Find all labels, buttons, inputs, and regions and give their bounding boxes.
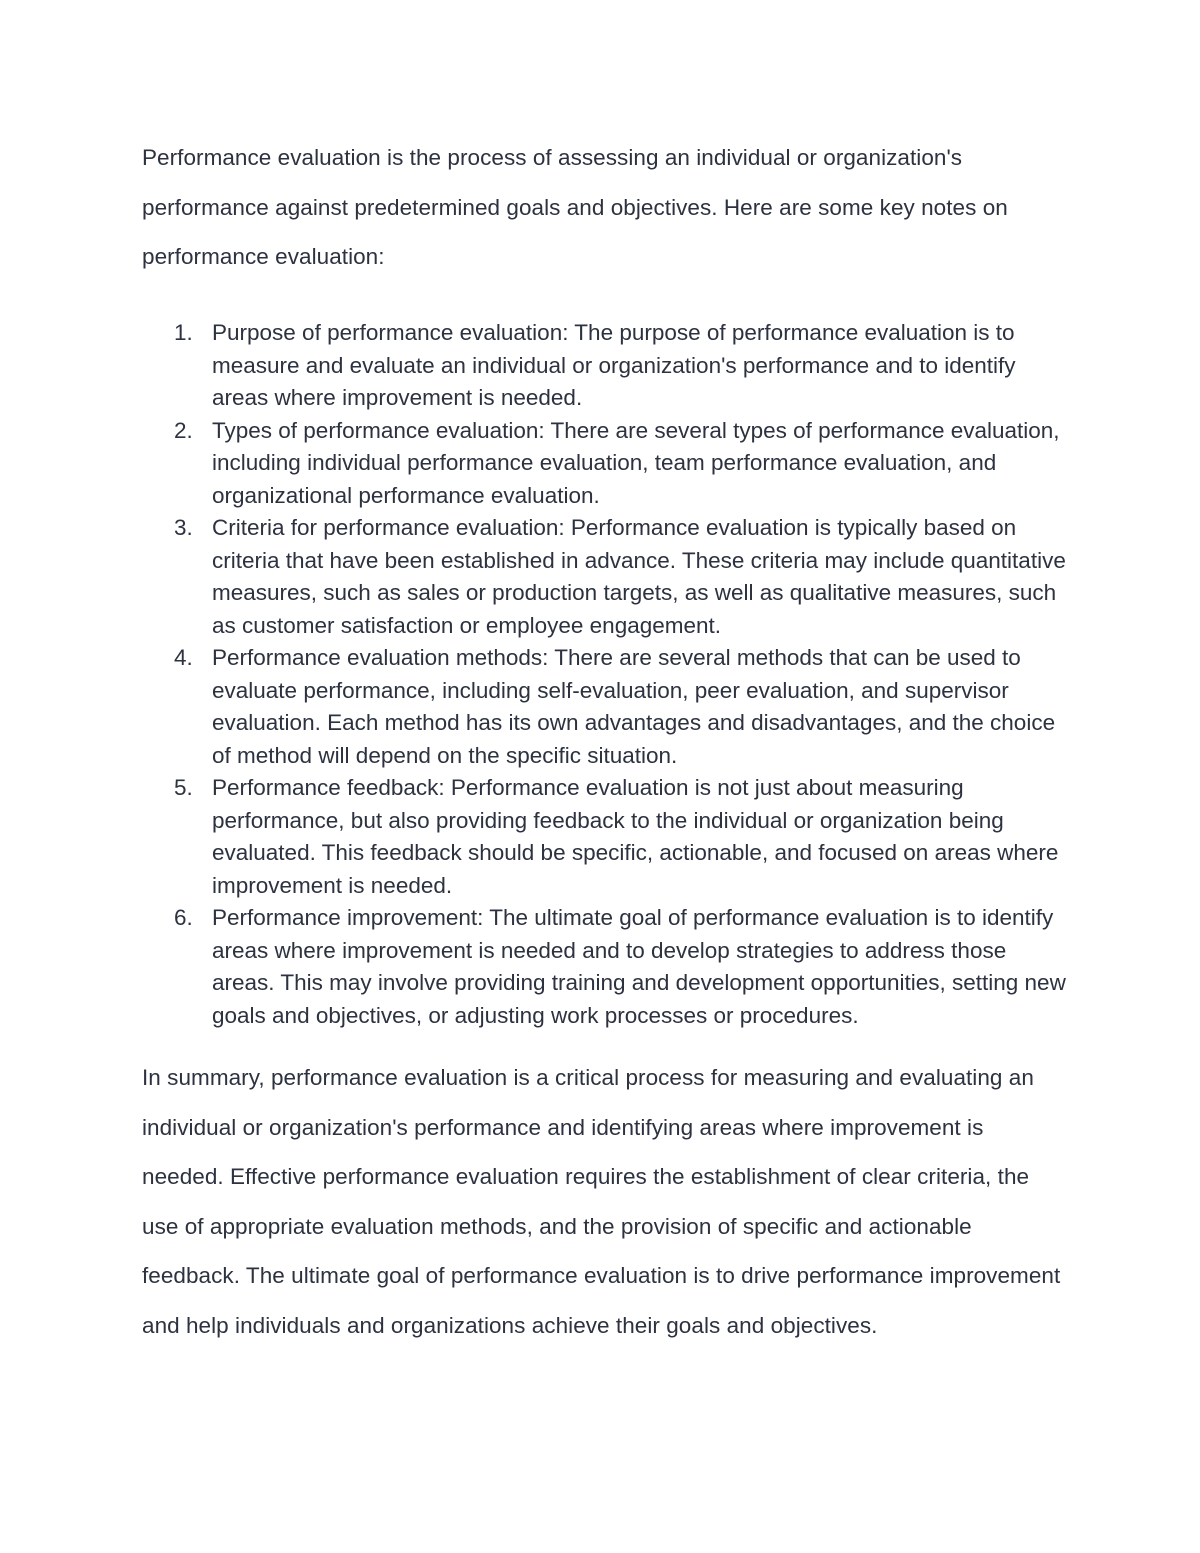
- summary-paragraph: In summary, performance evaluation is a critical process for measuring and evaluating an individual or organization's performance and identifying areas where improvement is needed. Effective performance evaluation requires the establishment of clear criteria, the use of appropriate evaluation methods, and the provision of specific and actionable feedback. The ultimate goal of performance evaluation is to drive performance improvement and help individuals and organizations achieve their goals and objectives.: [142, 1065, 1061, 1338]
- list-item-text: Criteria for performance evaluation: Performance evaluation is typically based on criteria that have been established in advance. These criteria may include quantitative measures, such as sales or production targets, as well as qualitative measures, such as customer satisfaction or employee engagement.: [212, 515, 1066, 638]
- list-item-text: Performance feedback: Performance evaluation is not just about measuring performance, but also providing feedback to the individual or organization being evaluated. This feedback should be specific, actionable, and focused on areas where improvement is needed.: [212, 775, 1059, 898]
- list-item-number: 4.: [174, 645, 193, 670]
- key-notes-list: [174, 317, 1072, 1032]
- intro-paragraph: Performance evaluation is the process of assessing an individual or organization's performance against predetermined goals and objectives. Here are some key notes on performance evaluation:: [142, 145, 1008, 269]
- list-item: [174, 902, 1072, 1032]
- list-item-number: 3.: [174, 515, 193, 540]
- list-item-text: Performance improvement: The ultimate goal of performance evaluation is to identify areas where improvement is needed and to develop strategies to address those areas. This may involve providing training and development opportunities, setting new goals and objectives, or adjusting work processes or procedures.: [212, 905, 1066, 1028]
- list-item-number: 2.: [174, 417, 193, 443]
- list-item-text: Performance evaluation methods: There are several methods that can be used to evaluate performance, including self-evaluation, peer evaluation, and supervisor evaluation. Each method has its own advantages and disadvantages, and the choice of method will depend on the specific situation.: [212, 645, 1056, 768]
- list-item: [174, 642, 1072, 772]
- list-item: [174, 772, 1072, 902]
- list-item-number: 6.: [174, 905, 193, 930]
- list-item: [174, 415, 1072, 513]
- list-item-text: Purpose of performance evaluation: The purpose of performance evaluation is to measure and evaluate an individual or organization's performance and to identify areas where improvement is needed.: [212, 320, 1016, 410]
- list-item-number: 5.: [174, 775, 193, 800]
- list-item: [174, 512, 1072, 642]
- list-item-text: Types of performance evaluation: There are several types of performance evaluation, including individual performance evaluation, team performance evaluation, and organizational performance evaluation.: [212, 417, 1060, 508]
- list-item-number: 1.: [174, 320, 193, 345]
- list-item: [174, 317, 1072, 415]
